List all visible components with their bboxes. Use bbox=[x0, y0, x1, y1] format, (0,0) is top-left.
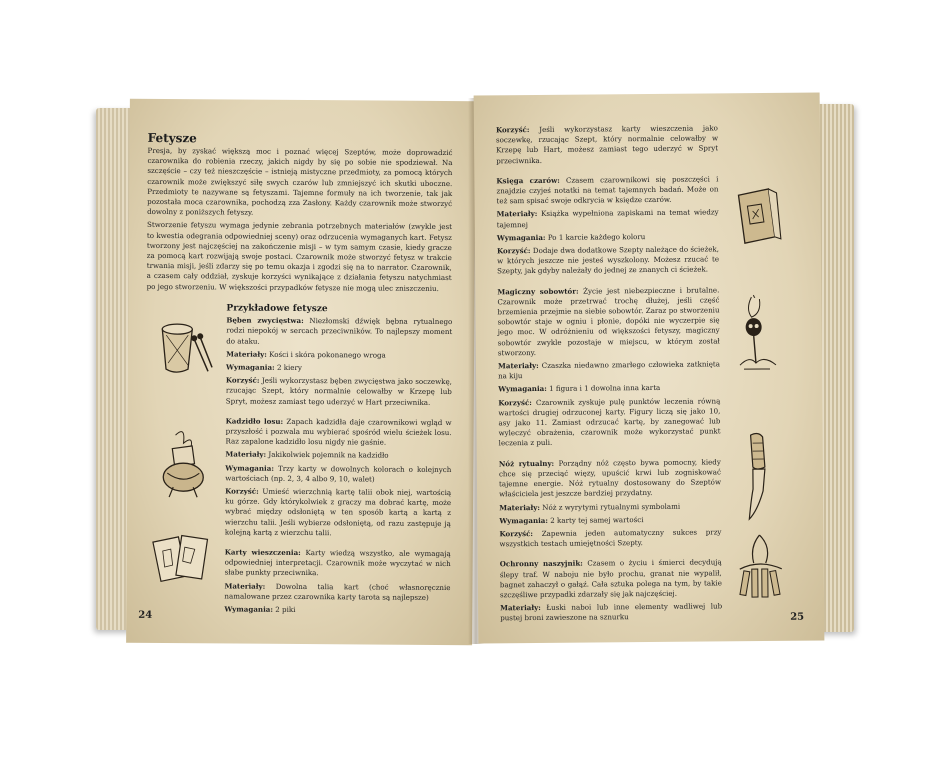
page-number-right: 25 bbox=[790, 611, 805, 623]
knife-icon bbox=[735, 431, 782, 523]
page-number-left: 24 bbox=[138, 609, 153, 621]
section-subtitle: Przykładowe fetysze bbox=[226, 303, 328, 315]
intro-paragraph-2: Stworzenie fetyszu wymaga jedynie zebrania potrzebnych materiałów (zwykle jest to kwestia odegrania odpowiedniej sceny) oraz odrzucenia wymaganych kart. Fetysz tworzony jest najczęściej na zakończenie misji – w tym samym czasie, kiedy gracze za pomocą kart rozwijają swoje postaci. Czarownik może stworzyć fetysz w trakcie trwania misji, jeśli zdarzy się po temu okazja i zgodzi się na to narrator. Czarownik, a czasem cały oddział, zyskuje korzyści wynikające z działania fetyszu natychmiast po jego stworzeniu. W większości przypadków fetysze nie mogą ulec zniszczeniu. bbox=[146, 220, 453, 293]
item-name: Księga czarów: bbox=[496, 175, 560, 186]
drum-icon bbox=[150, 321, 216, 379]
item-name: Kadzidło losu: bbox=[225, 416, 284, 426]
spellbook-icon bbox=[730, 185, 789, 250]
cards-icon bbox=[150, 529, 220, 591]
intro-text bbox=[147, 146, 453, 297]
examples-section bbox=[224, 303, 452, 619]
item-name: Ochronny naszyjnik: bbox=[499, 558, 583, 569]
page-title: Fetysze bbox=[147, 130, 197, 146]
incense-icon bbox=[155, 425, 212, 499]
item-name: Bęben zwycięstwa: bbox=[226, 315, 304, 326]
double-icon bbox=[725, 293, 790, 374]
item-name: Karty wieszczenia: bbox=[224, 547, 301, 558]
item-name: Magiczny sobowtór: bbox=[497, 286, 579, 296]
item-name: Nóż rytualny: bbox=[498, 458, 555, 469]
fetish-item-drum: Bęben zwycięstwa: Niezłomski dźwięk bębna rytualnego rodzi niepokój w sercach przeciwników. To najlepszy moment do ataku. Materiały: Kości i skóra pokonanego wroga Wymagania: 2 kiery Korzyść: Jeśli wykorzystasz bęben zwycięstwa jako soczewkę, rzucając Szept, który normalnie celowałby w Krzepę lub Spryt, możesz zamiast tego uderzyć w Hart przeciwnika. bbox=[225, 315, 453, 407]
open-book bbox=[96, 92, 854, 648]
fetish-item-knife: Nóż rytualny: Porządny nóż często bywa pomocny, kiedy chce się przeciąć więzy, upuścić krwi lub zogniskować tajemne energie. Nóż rytualny dostosowany do Szeptów właściciela jest jeszcze bardziej przydatny. Materiały: Nóż z wyrytymi rytualnymi symbolami Wymagania: 2 karty tej samej wartości Korzyść: Zapewnia jeden automatyczny sukces przy wszystkich testach umiejętności Szepty. bbox=[498, 457, 722, 549]
right-column bbox=[496, 123, 722, 626]
intro-paragraph-1: Presja, by zyskać większą moc i poznać więcej Szeptów, może doprowadzić czarownika do robienia rzeczy, jakich nigdy by się po sobie nie spodziewał. Na szczęście – czy też nieszczęście – istnieją mistyczne przedmioty, za pomocą których czarownik może zwiększyć siłę swych czarów lub zmniejszyć ich skutki uboczne. Przedmioty te nazywane są fetyszami. Tajemne formuły na ich tworzenie, tak jak pozostała moca czarownika, pochodzą zza Zasłony. Każdy czarownik może stworzyć dowolny z poniższych fetyszy. bbox=[147, 145, 453, 217]
fetish-item-incense: Kadzidło losu: Zapach kadzidła daje czarownikowi wgląd w przyszłość i pozwala mu wybierać spośród wielu ścieżek losu. Raz zapalone kadzidło losu nigdy nie gaśnie. Materiały: Jakikolwiek pojemnik na kadzidło Wymagania: Trzy karty w dowolnych kolorach o kolejnych wartościach (np. 2, 3, 4 albo 9, 10, walet) Korzyść: Umieść wierzchnią kartę talii obok niej, wartością ku górze. Gdy którykolwiek z graczy ma dobrać kartę, może wybrać między odsłoniętą w ten sposób kartą a kartą z wierzchu talii. Jeśli wybierze odsłoniętą, od razu zastępuje ją kolejną kartą z wierzchu talii. bbox=[224, 416, 452, 538]
left-page bbox=[126, 99, 476, 645]
fetish-item-cards: Karty wieszczenia: Karty wiedzą wszystko, ale wymagają odpowiedniej interpretacji. Czarownik może wyczytać w nich słabe punkty przeciwnika. Materiały: Dowolna talia kart (choć własnoręcznie namalowane przez czarownika karty tarota są najlepsze) Wymagania: 2 piki bbox=[224, 547, 451, 615]
right-page bbox=[474, 93, 825, 644]
necklace-icon bbox=[729, 533, 792, 614]
fetish-item-double: Magiczny sobowtór: Życie jest niebezpieczne i brutalne. Czarownik może przetrwać trochę dłużej, jeśli część brzemienia przejmie na siebie sobowtór. Zaraz po stworzeniu sobowtór staje w ogniu i płonie, dopóki nie wyczerpie się jego moc. W odróżnieniu od większości fetyszy, magiczny sobowtór zwykle pozostaje w miejscu, w którym został stworzony. Materiały: Czaszka niedawno zmarłego człowieka zatknięta na kiju Wymagania: 1 figura i 1 dowolna inna karta Korzyść: Czarownik zyskuje pulę punktów leczenia równą wartości drugiej odrzuconej karty. Figury liczą się jako 10, asy jako 11. Zamiast odrzucać kartę, by zanegować lub wyleczyć obrażenia, czarownik może wykorzystać punkt leczenia z puli. bbox=[497, 285, 721, 448]
fetish-item-necklace: Ochronny naszyjnik: Czasem o życiu i śmierci decydują ślepy traf. W naboju nie było prochu, granat nie wypalił, bagnet zahaczył o gałąź. Cała sztuka polega na tym, by takie szczęśliwe przypadki zdarzały się jak najczęściej. Materiały: Łuski naboi lub inne elementy wadliwej lub pustej broni zawieszone na sznurku bbox=[499, 557, 723, 623]
fetish-item-spellbook: Księga czarów: Czasem czarownikowi się poszczęści i znajdzie czyjeś notatki na temat tajemnych badań. Może on też sam spisać swoje odkrycia w księdze czarów. Materiały: Książka wypełniona zapiskami na temat wiedzy tajemnej Wymagania: Po 1 karcie każdego koloru Korzyść: Dodaje dwa dodatkowe Szepty należące do ścieżek, w których jeszcze nie jesteś wyszkolony. Możesz rzucać te Szepty, jak gdyby należały do jednej ze znanych ci ścieżek. bbox=[496, 174, 720, 276]
cards-benefit-continued: Korzyść: Jeśli wykorzystasz karty wieszczenia jako soczewkę, rzucając Szept, który normalnie celowałby w Krzepę lub Hart, możesz zamiast tego uderzyć w Spryt przeciwnika. bbox=[495, 123, 719, 165]
